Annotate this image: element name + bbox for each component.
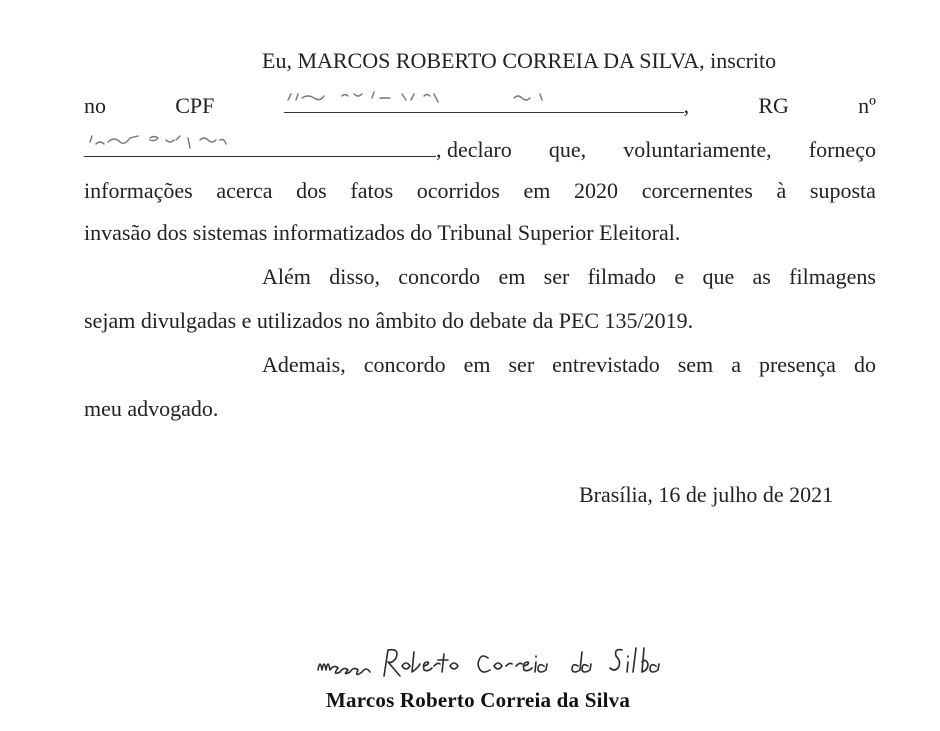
handwritten-signature — [310, 636, 710, 695]
word: à — [776, 178, 787, 203]
printed-name — [326, 688, 630, 713]
place-date-text: Brasília, 16 de julho de 2021 — [579, 482, 834, 507]
paragraph-1-line-5 — [84, 220, 680, 246]
word: acerca — [216, 178, 273, 203]
cpf-field — [284, 92, 690, 119]
word: e — [674, 264, 685, 289]
place-date — [579, 482, 833, 508]
paragraph-2-line-2 — [84, 308, 693, 334]
word: informações — [84, 178, 193, 203]
printed-name-text: Marcos Roberto Correia da Silva — [326, 688, 631, 712]
rg-redacted-blank — [84, 136, 436, 157]
cpf-comma: , — [683, 93, 690, 118]
word: em — [523, 178, 551, 203]
cpf-redacted-blank — [284, 92, 684, 113]
paragraph-2-line-1 — [262, 264, 876, 290]
word: do — [853, 352, 876, 377]
paragraph-1-line-1 — [262, 48, 876, 74]
paragraph-1-line-2 — [84, 92, 876, 119]
word: suposta — [809, 178, 876, 203]
word: presença — [758, 352, 836, 377]
cpf-label: CPF — [175, 93, 215, 118]
line-text: sejam divulgadas e utilizados no âmbito do debate da PEC 135/2019. — [84, 308, 694, 333]
cpf-redacted-scribble — [284, 86, 584, 110]
word-no: no — [84, 93, 106, 118]
word: ser — [508, 352, 535, 377]
signature-scribble — [310, 636, 710, 690]
declaration-opening: Eu, MARCOS ROBERTO CORREIA DA SILVA, inscrito — [262, 48, 777, 73]
word: Ademais, — [262, 352, 346, 377]
word: voluntariamente, — [623, 137, 772, 162]
word: Além — [262, 264, 311, 289]
word: disso, — [329, 264, 380, 289]
word: , declaro — [436, 137, 512, 162]
line-text: meu advogado. — [84, 396, 219, 421]
paragraph-1-line-4 — [84, 178, 876, 204]
word: a — [731, 352, 741, 377]
word: corcernentes — [641, 178, 753, 203]
paragraph-3-line-2 — [84, 396, 218, 422]
paragraph-1-line-3 — [84, 136, 876, 163]
word: que, — [548, 137, 587, 162]
line-1-text — [262, 48, 876, 74]
paragraph-3-line-1 — [262, 352, 876, 378]
line-5-text: invasão dos sistemas informatizados do Tribunal Superior Eleitoral. — [84, 220, 681, 245]
word: forneço — [808, 137, 876, 162]
word: fatos — [350, 178, 394, 203]
word: em — [498, 264, 526, 289]
word: dos — [296, 178, 327, 203]
numero-label: nº — [858, 93, 876, 118]
word: as — [752, 264, 771, 289]
word: ocorridos — [416, 178, 500, 203]
word: em — [463, 352, 491, 377]
word: entrevistado — [552, 352, 660, 377]
word: filmado — [587, 264, 657, 289]
line-3-words — [436, 137, 876, 163]
word: filmagens — [789, 264, 876, 289]
word: que — [702, 264, 735, 289]
word: ser — [543, 264, 570, 289]
rg-label: RG — [758, 93, 789, 118]
rg-redacted-scribble — [84, 130, 354, 154]
word: 2020 — [574, 178, 619, 203]
word: concordo — [398, 264, 481, 289]
word: sem — [677, 352, 714, 377]
word: concordo — [363, 352, 446, 377]
